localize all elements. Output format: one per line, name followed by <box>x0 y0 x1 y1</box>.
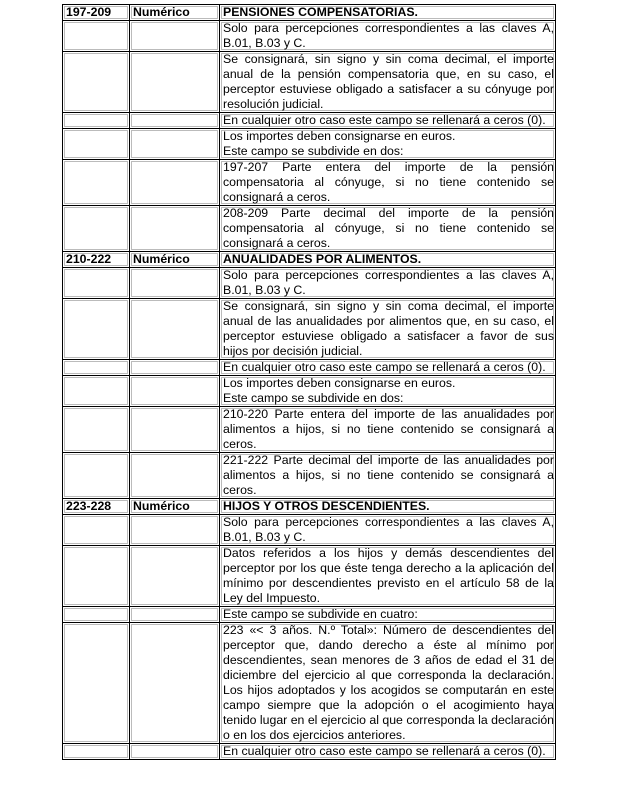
description-line: Este campo se subdivide en dos: <box>223 144 404 158</box>
empty-position-cell <box>62 129 130 160</box>
section-header-row <box>62 252 556 268</box>
description-row <box>62 360 556 376</box>
field-description: En cualquier otro caso este campo se rellenará a ceros (0). <box>220 744 556 760</box>
description-line: Este campo se subdivide en dos: <box>223 391 404 405</box>
empty-position-cell <box>62 360 130 376</box>
description-row <box>62 744 556 760</box>
description-row <box>62 268 556 299</box>
empty-type-cell <box>130 376 220 407</box>
field-description: Este campo se subdivide en cuatro: <box>220 607 556 623</box>
field-description: Solo para percepciones correspondientes a las claves A, B.01, B.03 y C. <box>220 515 556 546</box>
description-row <box>62 129 556 160</box>
field-position: 223-228 <box>62 499 130 515</box>
empty-position-cell <box>62 268 130 299</box>
section-header-row <box>62 499 556 515</box>
description-line: Los importes deben consignarse en euros. <box>223 376 456 390</box>
description-row <box>62 160 556 206</box>
field-description: 223 «< 3 años. N.º Total»: Número de descendientes del perceptor que, dando derecho a éste al mínimo por descendientes, sean menores de 3 años de edad el 31 de diciembre del ejercicio al que corresponda la declaración. Los hijos adoptados y los acogidos se computarán en este campo siempre que la adopción o el acogimiento haya tenido lugar en el ejercicio al que corresponda la declaración o en los dos ejercicios anteriores. <box>220 623 556 744</box>
field-description: 197-207 Parte entera del importe de la pensión compensatoria al cónyuge, si no tiene contenido se consignará a ceros. <box>220 160 556 206</box>
empty-type-cell <box>130 268 220 299</box>
empty-position-cell <box>62 607 130 623</box>
empty-type-cell <box>130 744 220 760</box>
field-position: 210-222 <box>62 252 130 268</box>
description-row <box>62 113 556 129</box>
empty-position-cell <box>62 21 130 52</box>
empty-position-cell <box>62 546 130 607</box>
field-type: Numérico <box>130 4 220 21</box>
empty-position-cell <box>62 407 130 453</box>
description-row <box>62 453 556 499</box>
empty-position-cell <box>62 52 130 113</box>
empty-position-cell <box>62 160 130 206</box>
field-description: Se consignará, sin signo y sin coma decimal, el importe anual de la pensión compensatoria que, en su caso, el perceptor estuviese obligado a satisfacer a su cónyuge por resolución judicial. <box>220 52 556 113</box>
description-row <box>62 206 556 252</box>
empty-type-cell <box>130 607 220 623</box>
empty-type-cell <box>130 407 220 453</box>
description-row <box>62 21 556 52</box>
field-description: Solo para percepciones correspondientes a las claves A, B.01, B.03 y C. <box>220 268 556 299</box>
empty-type-cell <box>130 360 220 376</box>
empty-position-cell <box>62 623 130 744</box>
empty-type-cell <box>130 515 220 546</box>
description-row <box>62 515 556 546</box>
empty-type-cell <box>130 52 220 113</box>
description-row <box>62 623 556 744</box>
field-description: Solo para percepciones correspondientes a las claves A, B.01, B.03 y C. <box>220 21 556 52</box>
field-description <box>220 129 556 160</box>
empty-type-cell <box>130 113 220 129</box>
description-row <box>62 376 556 407</box>
field-title: PENSIONES COMPENSATORIAS. <box>220 4 556 21</box>
field-description: En cualquier otro caso este campo se rellenará a ceros (0). <box>220 360 556 376</box>
field-spec-body <box>62 4 556 760</box>
field-description: Se consignará, sin signo y sin coma decimal, el importe anual de las anualidades por alimentos que, en su caso, el perceptor estuviese obligado a satisfacer a favor de sus hijos por decisión judicial. <box>220 299 556 360</box>
field-title: ANUALIDADES POR ALIMENTOS. <box>220 252 556 268</box>
description-row <box>62 607 556 623</box>
empty-position-cell <box>62 113 130 129</box>
description-row <box>62 546 556 607</box>
field-description: 221-222 Parte decimal del importe de las anualidades por alimentos a hijos, si no tiene contenido se consignará a ceros. <box>220 453 556 499</box>
empty-type-cell <box>130 21 220 52</box>
empty-position-cell <box>62 744 130 760</box>
empty-position-cell <box>62 376 130 407</box>
empty-type-cell <box>130 206 220 252</box>
field-description: En cualquier otro caso este campo se rellenará a ceros (0). <box>220 113 556 129</box>
empty-type-cell <box>130 129 220 160</box>
field-description: Datos referidos a los hijos y demás descendientes del perceptor por los que éste tenga derecho a la aplicación del mínimo por descendientes previsto en el artículo 58 de la Ley del Impuesto. <box>220 546 556 607</box>
description-row <box>62 407 556 453</box>
empty-position-cell <box>62 206 130 252</box>
field-spec-table <box>62 4 556 760</box>
field-position: 197-209 <box>62 4 130 21</box>
field-description <box>220 376 556 407</box>
field-type: Numérico <box>130 499 220 515</box>
description-row <box>62 299 556 360</box>
description-line: Los importes deben consignarse en euros. <box>223 129 456 143</box>
field-description: 210-220 Parte entera del importe de las anualidades por alimentos a hijos, si no tiene contenido se consignará a ceros. <box>220 407 556 453</box>
section-header-row <box>62 4 556 21</box>
empty-position-cell <box>62 515 130 546</box>
field-title: HIJOS Y OTROS DESCENDIENTES. <box>220 499 556 515</box>
empty-type-cell <box>130 546 220 607</box>
field-type: Numérico <box>130 252 220 268</box>
empty-type-cell <box>130 453 220 499</box>
empty-type-cell <box>130 623 220 744</box>
empty-position-cell <box>62 299 130 360</box>
empty-type-cell <box>130 160 220 206</box>
empty-position-cell <box>62 453 130 499</box>
field-description: 208-209 Parte decimal del importe de la pensión compensatoria al cónyuge, si no tiene contenido se consignará a ceros. <box>220 206 556 252</box>
description-row <box>62 52 556 113</box>
empty-type-cell <box>130 299 220 360</box>
